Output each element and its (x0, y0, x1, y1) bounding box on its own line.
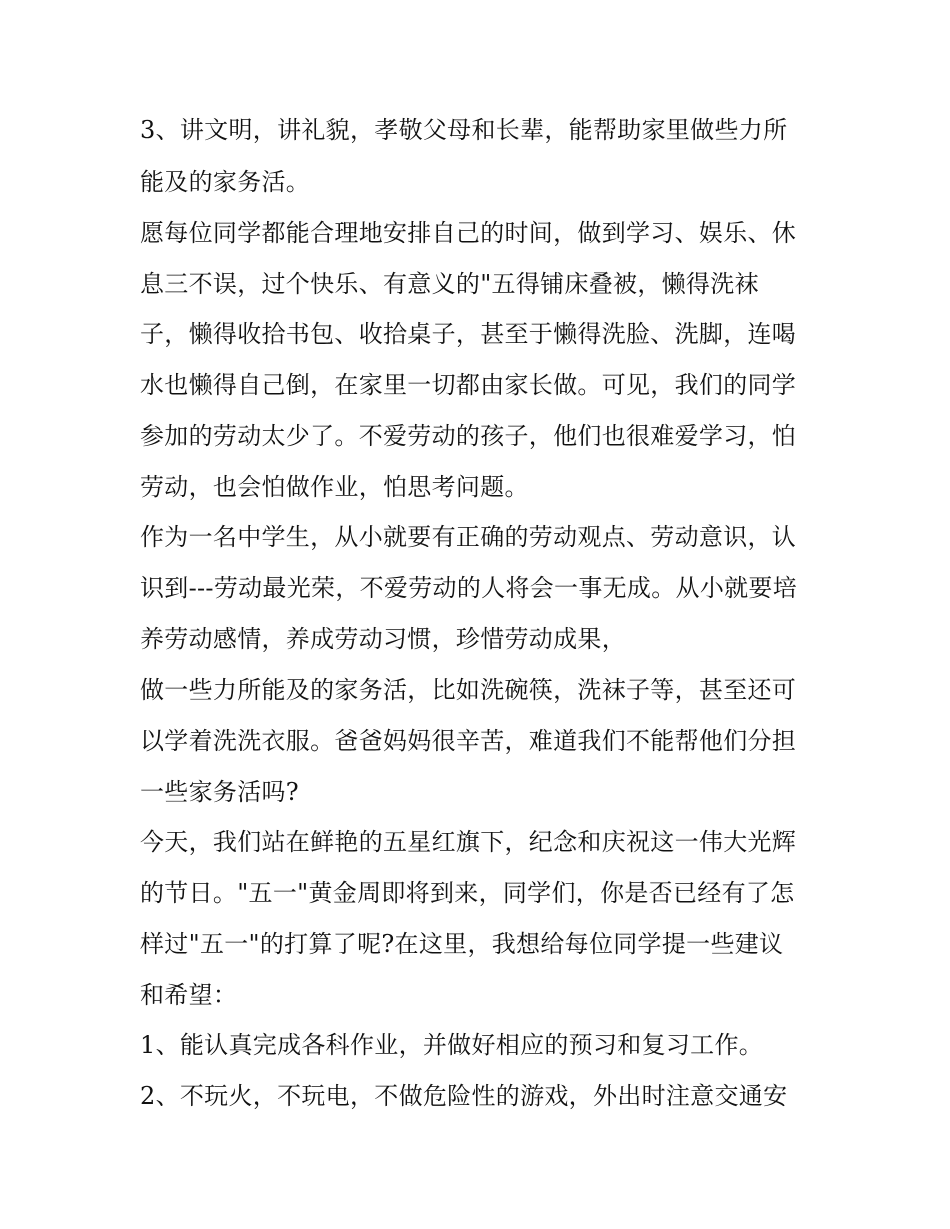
text-line: 能及的家务活。 (140, 168, 311, 196)
text-line: 劳动，也会怕做作业，怕思考问题。 (140, 473, 529, 501)
text-line: 今天，我们站在鲜艳的五星红旗下，纪念和庆祝这一伟大光辉 (140, 828, 797, 856)
text-line: 水也懒得自己倒，在家里一切都由家长做。可见，我们的同学 (140, 371, 797, 399)
text-line: 子，懒得收拾书包、收拾桌子，甚至于懒得洗脸、洗脚，连喝 (140, 320, 797, 348)
text-line: 2、不玩火，不玩电，不做危险性的游戏，外出时注意交通安 (140, 1082, 788, 1110)
text-line: 以学着洗洗衣服。爸爸妈妈很辛苦，难道我们不能帮他们分担 (140, 727, 797, 755)
text-line: 参加的劳动太少了。不爱劳动的孩子，他们也很难爱学习，怕 (140, 422, 797, 450)
text-line: 和希望： (140, 981, 238, 1009)
text-line: 3、讲文明，讲礼貌，孝敬父母和长辈，能帮助家里做些力所 (140, 116, 788, 144)
text-line: 作为一名中学生，从小就要有正确的劳动观点、劳动意识，认 (140, 523, 797, 551)
text-line: 1、能认真完成各科作业，并做好相应的预习和复习工作。 (140, 1031, 764, 1059)
text-line: 养劳动感情，养成劳动习惯，珍惜劳动成果， (140, 625, 626, 653)
text-line: 愿每位同学都能合理地安排自己的时间，做到学习、娱乐、休 (140, 219, 797, 247)
text-line: 一些家务活吗? (140, 778, 299, 806)
text-line: 识到---劳动最光荣，不爱劳动的人将会一事无成。从小就要培 (140, 574, 798, 602)
text-line: 息三不误，过个快乐、有意义的"五得铺床叠被，懒得洗袜 (140, 270, 759, 298)
text-line: 做一些力所能及的家务活，比如洗碗筷，洗袜子等，甚至还可 (140, 676, 797, 704)
text-line: 样过"五一"的打算了呢?在这里，我想给每位同学提一些建议 (140, 930, 784, 958)
text-line: 的节日。"五一"黄金周即将到来，同学们，你是否已经有了怎 (140, 879, 795, 907)
